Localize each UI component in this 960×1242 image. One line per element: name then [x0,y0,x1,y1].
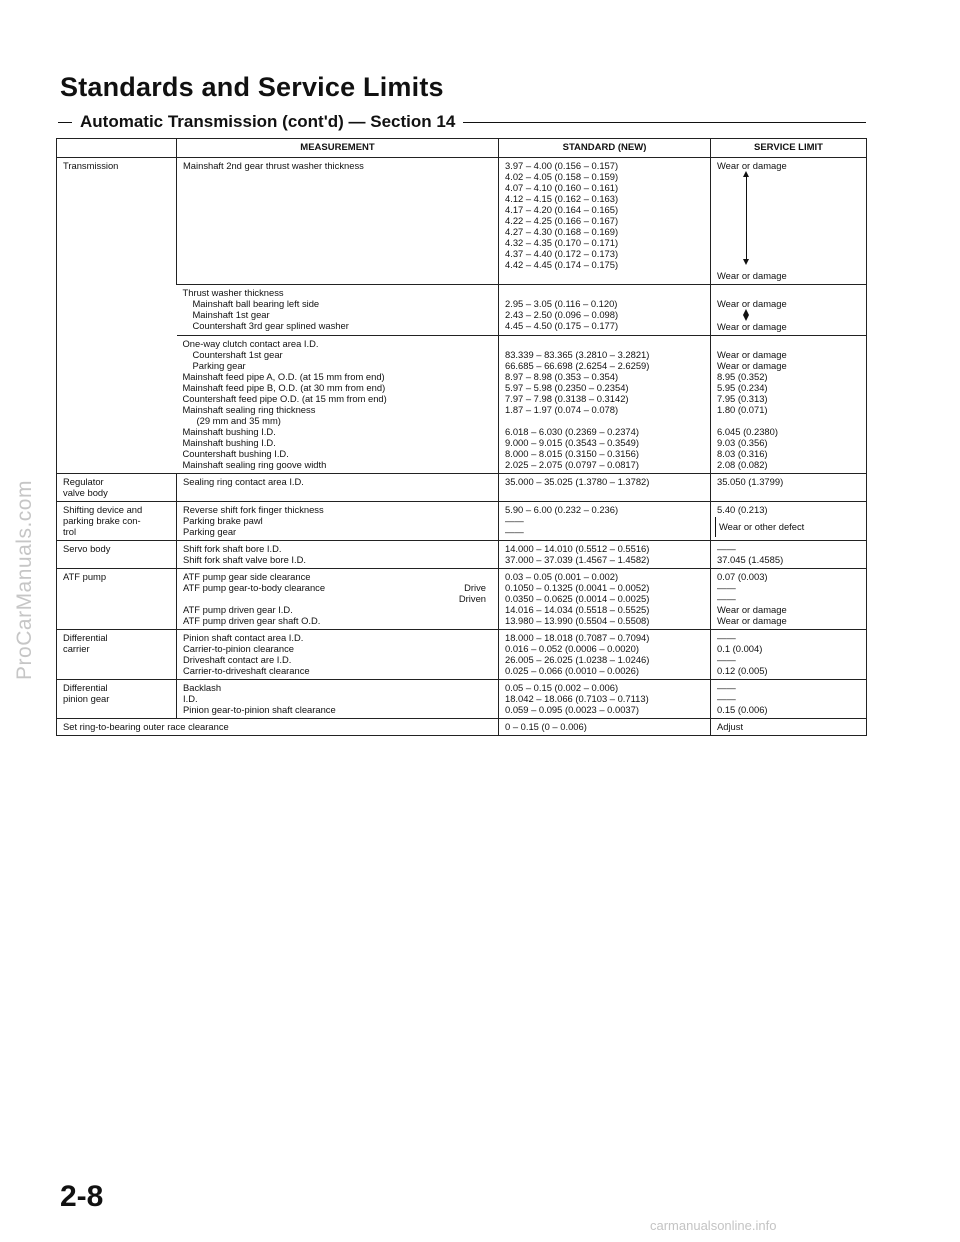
measurement-cell: Reverse shift fork finger thickness Parking brake pawl Parking gear [177,502,499,541]
standard-cell: 5.90 – 6.00 (0.232 – 0.236) —— —— [499,502,711,541]
table-row [57,630,867,680]
limit-cell: 0.07 (0.003) —— —— Wear or damage Wear or damage [711,569,867,630]
measurement-cell: One-way clutch contact area I.D. Countershaft 1st gear Parking gear Mainshaft feed pipe A, O.D. (at 15 mm from end) Mainshaft feed pipe B, O.D. (at 30 mm from end) Countershaft feed pipe O.D. (at 15 mm from end) Mainshaft sealing ring thickness (29 mm and 35 mm) Mainshaft bushing I.D. Mainshaft bushing I.D. Countershaft bushing I.D. Mainshaft sealing ring goove width [177,336,499,474]
page-title: Standards and Service Limits [60,72,444,102]
standard-cell: 14.000 – 14.010 (0.5512 – 0.5516) 37.000 – 37.039 (1.4567 – 1.4582) [499,541,711,569]
table-row [57,541,867,569]
measurement-cell: ATF pump gear side clearance ATF pump gear-to-body clearance Drive Driven ATF pump driven gear I.D. ATF pump driven gear shaft O.D. [177,569,499,630]
bottom-watermark: carmanualsonline.info [650,1218,777,1233]
table-row [57,569,867,630]
header-measurement: MEASUREMENT [177,139,499,158]
limit-cell: —— 0.1 (0.004) —— 0.12 (0.005) [711,630,867,680]
measurement-cell: Pinion shaft contact area I.D. Carrier-to-pinion clearance Driveshaft contact are I.D. Carrier-to-driveshaft clearance [177,630,499,680]
table-row [57,474,867,502]
page-number: 2-8 [60,1180,104,1213]
limit-cell: —— —— 0.15 (0.006) [711,680,867,719]
measurement-cell: Backlash I.D. Pinion gear-to-pinion shaft clearance [177,680,499,719]
header-standard: STANDARD (NEW) [499,139,711,158]
category-cell: Shifting device and parking brake con- trol [57,502,177,541]
limit-cell [711,158,867,285]
standard-cell: 0.03 – 0.05 (0.001 – 0.002) 0.1050 – 0.1325 (0.0041 – 0.0052) 0.0350 – 0.0625 (0.0014 – 0.0025) 14.016 – 14.034 (0.5518 – 0.5525) 13.980 – 13.990 (0.5504 – 0.5508) [499,569,711,630]
measurement-cell: Thrust washer thickness Mainshaft ball bearing left side Mainshaft 1st gear Countershaft 3rd gear splined washer [177,285,499,336]
category-cell: Differential carrier [57,630,177,680]
table-row [57,158,867,285]
standard-cell: 18.000 – 18.018 (0.7087 – 0.7094) 0.016 – 0.052 (0.0006 – 0.0020) 26.005 – 26.025 (1.0238 – 1.0246) 0.025 – 0.066 (0.0010 – 0.0026) [499,630,711,680]
bracket-limit: Wear or other defect [715,517,804,537]
measurement-cell: Sealing ring contact area I.D. [177,474,499,502]
limit-cell: 35.050 (1.3799) [711,474,867,502]
side-watermark: ProCarManuals.com [13,480,36,680]
category-cell: Transmission [57,158,177,474]
table-row [57,285,867,336]
standard-cell: 35.000 – 35.025 (1.3780 – 1.3782) [499,474,711,502]
standard-cell: 0.05 – 0.15 (0.002 – 0.006) 18.042 – 18.066 (0.7103 – 0.7113) 0.059 – 0.095 (0.0023 – 0.0037) [499,680,711,719]
category-cell: Servo body [57,541,177,569]
header-blank [57,139,177,158]
standard-cell: 83.339 – 83.365 (3.2810 – 3.2821) 66.685 – 66.698 (2.6254 – 2.6259) 8.97 – 8.98 (0.353 – 0.354) 5.97 – 5.98 (0.2350 – 0.2354) 7.97 – 7.98 (0.3138 – 0.3142) 1.87 – 1.97 (0.074 – 0.078) 6.018 – 6.030 (0.2369 – 0.2374) 9.000 – 9.015 (0.3543 – 0.3549) 8.000 – 8.015 (0.3150 – 0.3156) 2.025 – 2.075 (0.0797 – 0.0817) [499,336,711,474]
header-service-limit: SERVICE LIMIT [711,139,867,158]
range-arrow: Wear or damage Wear or damage [717,298,787,332]
measurement-cell: Mainshaft 2nd gear thrust washer thickness [177,158,499,285]
standard-cell: 2.95 – 3.05 (0.116 – 0.120) 2.43 – 2.50 (0.096 – 0.098) 4.45 – 4.50 (0.175 – 0.177) [499,285,711,336]
category-cell: Differential pinion gear [57,680,177,719]
section-subtitle: Automatic Transmission (cont'd) — Section 14 [72,112,463,132]
arrow-down-icon [743,259,749,265]
range-arrow: Wear or damage Wear or damage [717,160,787,281]
table-row [57,336,867,474]
table-header-row [57,139,867,158]
standard-cell: 0 – 0.15 (0 – 0.006) [499,719,711,736]
table-row [57,502,867,541]
spec-table [56,138,867,736]
limit-cell: Adjust [711,719,867,736]
limit-cell: 5.40 (0.213) Wear or other defect [711,502,867,541]
category-cell: Regulator valve body [57,474,177,502]
category-cell: ATF pump [57,569,177,630]
category-cell: Set ring-to-bearing outer race clearance [57,719,499,736]
table-row [57,719,867,736]
limit-cell [711,285,867,336]
standard-cell: 3.97 – 4.00 (0.156 – 0.157) 4.02 – 4.05 (0.158 – 0.159) 4.07 – 4.10 (0.160 – 0.161) 4.12 – 4.15 (0.162 – 0.163) 4.17 – 4.20 (0.164 – 0.165) 4.22 – 4.25 (0.166 – 0.167) 4.27 – 4.30 (0.168 – 0.169) 4.32 – 4.35 (0.170 – 0.171) 4.37 – 4.40 (0.172 – 0.173) 4.42 – 4.45 (0.174 – 0.175) [499,158,711,285]
table-row [57,680,867,719]
measurement-cell: Shift fork shaft bore I.D. Shift fork shaft valve bore I.D. [177,541,499,569]
limit-cell: —— 37.045 (1.4585) [711,541,867,569]
limit-cell: Wear or damage Wear or damage 8.95 (0.352) 5.95 (0.234) 7.95 (0.313) 1.80 (0.071) 6.045 (0.2380) 9.03 (0.356) 8.03 (0.316) 2.08 (0.082) [711,336,867,474]
arrow-line [746,177,747,259]
